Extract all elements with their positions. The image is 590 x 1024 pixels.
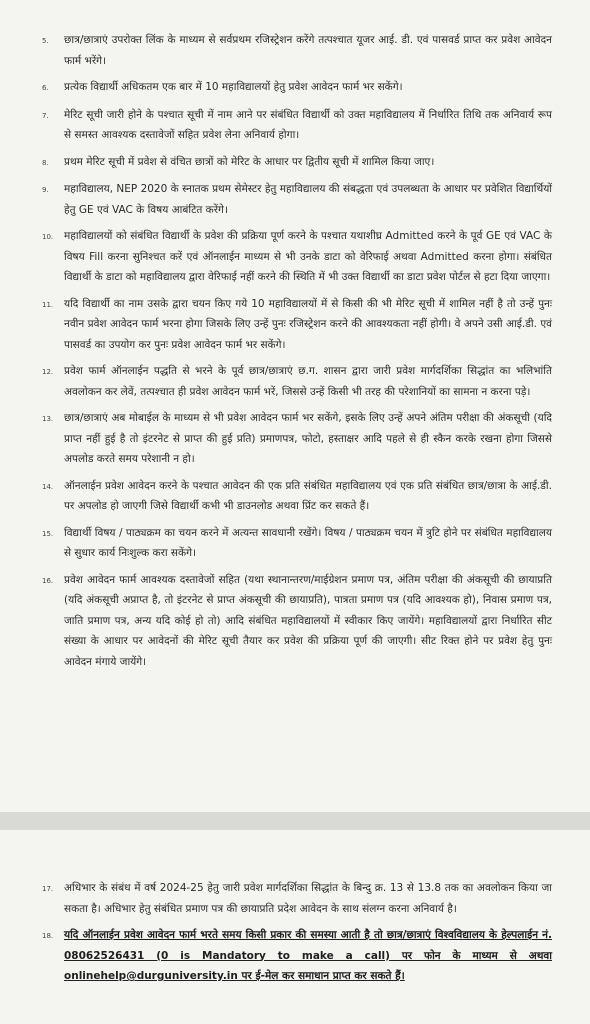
item-number: 12. — [42, 368, 54, 376]
item-text: छात्र/छात्राएं उपरोक्त लिंक के माध्यम से सर्वप्रथम रजिस्ट्रेशन करेंगे तत्पश्चात यूजर आई. डी. एवं पासवर्ड प्राप्त कर प्रवेश आवेदन फार्म भरेंगे। — [64, 34, 552, 67]
document-page-2 — [0, 830, 590, 1024]
list-item — [42, 408, 552, 470]
item-text: ऑनलाईन प्रवेश आवेदन करने के पश्चात आवेदन की एक प्रति संबंधित महाविद्यालय एवं एक प्रति संबंधित छात्र/छात्रा के आई.डी. पर अपलोड हो जाएगी जिसे विद्यार्थी कभी भी डाउनलोड अथवा प्रिंट कर सकते हैं। — [64, 479, 552, 512]
list-item — [42, 152, 552, 174]
item-text: अधिभार के संबंध में वर्ष 2024-25 हेतु जारी प्रवेश मार्गदर्शिका सिद्धांत के बिन्दु क्र. 13 से 13.8 तक का अवलोकन किया जा सकता है। अधिभार हेतु संबंधित प्रमाण पत्र की छायाप्रति प्रदेश आवेदन के साथ संलग्न करना अनिवार्य है। — [64, 882, 552, 915]
item-number: 5. — [42, 37, 49, 45]
list-item — [42, 476, 552, 517]
helpline-note — [42, 925, 552, 987]
item-text: महाविद्यालयों को संबंधित विद्यार्थी के प्रवेश की प्रक्रिया पूर्ण करने के पश्चात यथाशीघ्र Admitted करने के पूर्व GE एवं VAC के विषय Fill करना सुनिश्चत करें एवं ऑनलाईन माध्यम से भी उनके डाटा को वेरिफाई अथवा Admitted करना होगा। संबंधित विद्यार्थी के डाटा को महाविद्यालय द्वारा वेरिफाई नहीं करने की स्थिति में भी उक्त विद्यार्थी का डाटा प्रवेश पोर्टल से हटा दिया जाएगा। — [64, 230, 552, 283]
item-number: 17. — [42, 885, 54, 893]
item-text: प्रथम मेरिट सूची में प्रवेश से वंचित छात्रों को मेरिट के आधार पर द्वितीय सूची में शामिल किया जाए। — [64, 155, 435, 168]
item-number: 13. — [42, 415, 54, 423]
item-number: 14. — [42, 482, 54, 491]
item-text: प्रवेश आवेदन फार्म आवश्यक दस्तावेजों सहित (यथा स्थानान्तरण/माईग्रेशन प्रमाण पत्र, अंतिम परीक्षा की अंकसूची की छायाप्रति (यदि अंकसूची अप्राप्त है, तो इंटरनेट से प्राप्त अंकसूची की छायाप्रति), पात्रता प्रमाण पत्र (यदि आवश्यक हो), निवास प्रमाण पत्र, जाति प्रमाण पत्र, अन्य यदि कोई हो तो) आदि संबंधित महाविद्यालयों में स्वीकार किए जायेंगे। महाविद्यालयों द्वारा निर्धारित सीट संख्या के आधार पर आवेदनों की मेरिट सूची तैयार कर प्रवेश की प्रक्रिया पूर्ण की जाएगी। सीट रिक्त होने पर प्रवेश हेतु पुनः आवेदन मंगाये जायेंगे। — [64, 573, 552, 668]
item-text: यदि विद्यार्थी का नाम उसके द्वारा चयन किए गये 10 महाविद्यालयों में से किसी की भी मेरिट सूची में शामिल नहीं है तो उन्हें पुनः नवीन प्रवेश आवेदन फार्म भरना होगा जिसके लिए उन्हें पुनः रजिस्ट्रेशन करने की आवश्यकता नहीं होगी। वे अपने उसी आई.डी. एवं पासवर्ड का उपयोग कर पुनः प्रवेश आवेदन फार्म भर सकेंगे। — [64, 297, 552, 351]
item-text: प्रवेश फार्म ऑनलाईन पद्धति से भरने के पूर्व छात्र/छात्राएं छ.ग. शासन द्वारा जारी प्रवेश मार्गदर्शिका सिद्धांत का भलिभांति अवलोकन कर लेवें, तत्पश्चात ही प्रवेश आवेदन फार्म भरें, जिससे उन्हें किसी भी तरह की परेशानियों का सामना न करना पड़े। — [64, 365, 552, 398]
item-number: 16. — [42, 576, 54, 585]
item-text: प्रत्येक विद्यार्थी अधिकतम एक बार में 10 महाविद्यालयों हेतु प्रवेश आवेदन फार्म भर सकेंगे। — [64, 81, 403, 93]
list-item — [42, 30, 552, 71]
item-text: छात्र/छात्राएं अब मोबाईल के माध्यम से भी प्रवेश आवेदन फार्म भर सकेंगे, इसके लिए उन्हें अपने अंतिम परीक्षा की अंकसूची (यदि प्राप्त नहीं हुई है तो इंटरनेट से प्राप्त की हुई प्रति) प्रमाणपत्र, फोटो, हस्ताक्षर आदि पहले से ही स्कैन करके रखना होगा जिससे अपलोड करते समय परेशानी न हो। — [64, 412, 552, 465]
list-item — [42, 570, 552, 673]
item-number: 15. — [42, 529, 54, 538]
list-item — [42, 179, 552, 220]
item-number: 6. — [42, 84, 49, 92]
item-text: मेरिट सूची जारी होने के पश्चात सूची में नाम आने पर संबंधित विद्यार्थी को उक्त महाविद्यालय में निर्धारित तिथि तक अनिवार्य रूप से समस्त आवश्यक दस्तावेजों सहित प्रवेश लेना अनिवार्य होगा। — [64, 108, 552, 141]
list-item — [42, 523, 552, 564]
item-number: 18. — [42, 932, 54, 940]
item-number: 9. — [42, 186, 49, 194]
item-text: महाविद्यालय, NEP 2020 के स्नातक प्रथम सेमेस्टर हेतु महाविद्यालय की संबद्धता एवं उपलब्धता के आधार पर प्रवेशित विद्यार्थियों हेतु GE एवं VAC के विषय आबंटित करेंगे। — [64, 183, 552, 216]
item-number: 7. — [42, 111, 49, 120]
list-item — [42, 77, 552, 99]
list-item — [42, 105, 552, 146]
item-text: विद्यार्थी विषय / पाठ्यक्रम का चयन करने में अत्यन्त सावधानी रखेंगे। विषय / पाठ्यक्रम चयन में त्रुटि होने पर संबंधित महाविद्यालय से सुधार कार्य निःशुल्क करा सकेंगे। — [64, 526, 552, 559]
list-item — [42, 361, 552, 402]
item-number: 8. — [42, 158, 49, 167]
item-text: यदि ऑनलाईन प्रवेश आवेदन फार्म भरते समय किसी प्रकार की समस्या आती है तो छात्र/छात्राएं विश्वविद्यालय के हेल्पलाईन नं. 08062526431 (0 is Mandatory to make a call) पर फोन के माध्यम से अथवा onlinehelp@durguniversity.in पर ई-मेल कर समाधान प्राप्त कर सकते हैं। — [64, 929, 552, 982]
list-item — [42, 878, 552, 919]
list-item — [42, 226, 552, 288]
list-item — [42, 294, 552, 356]
item-number: 10. — [42, 233, 54, 241]
item-number: 11. — [42, 300, 54, 309]
